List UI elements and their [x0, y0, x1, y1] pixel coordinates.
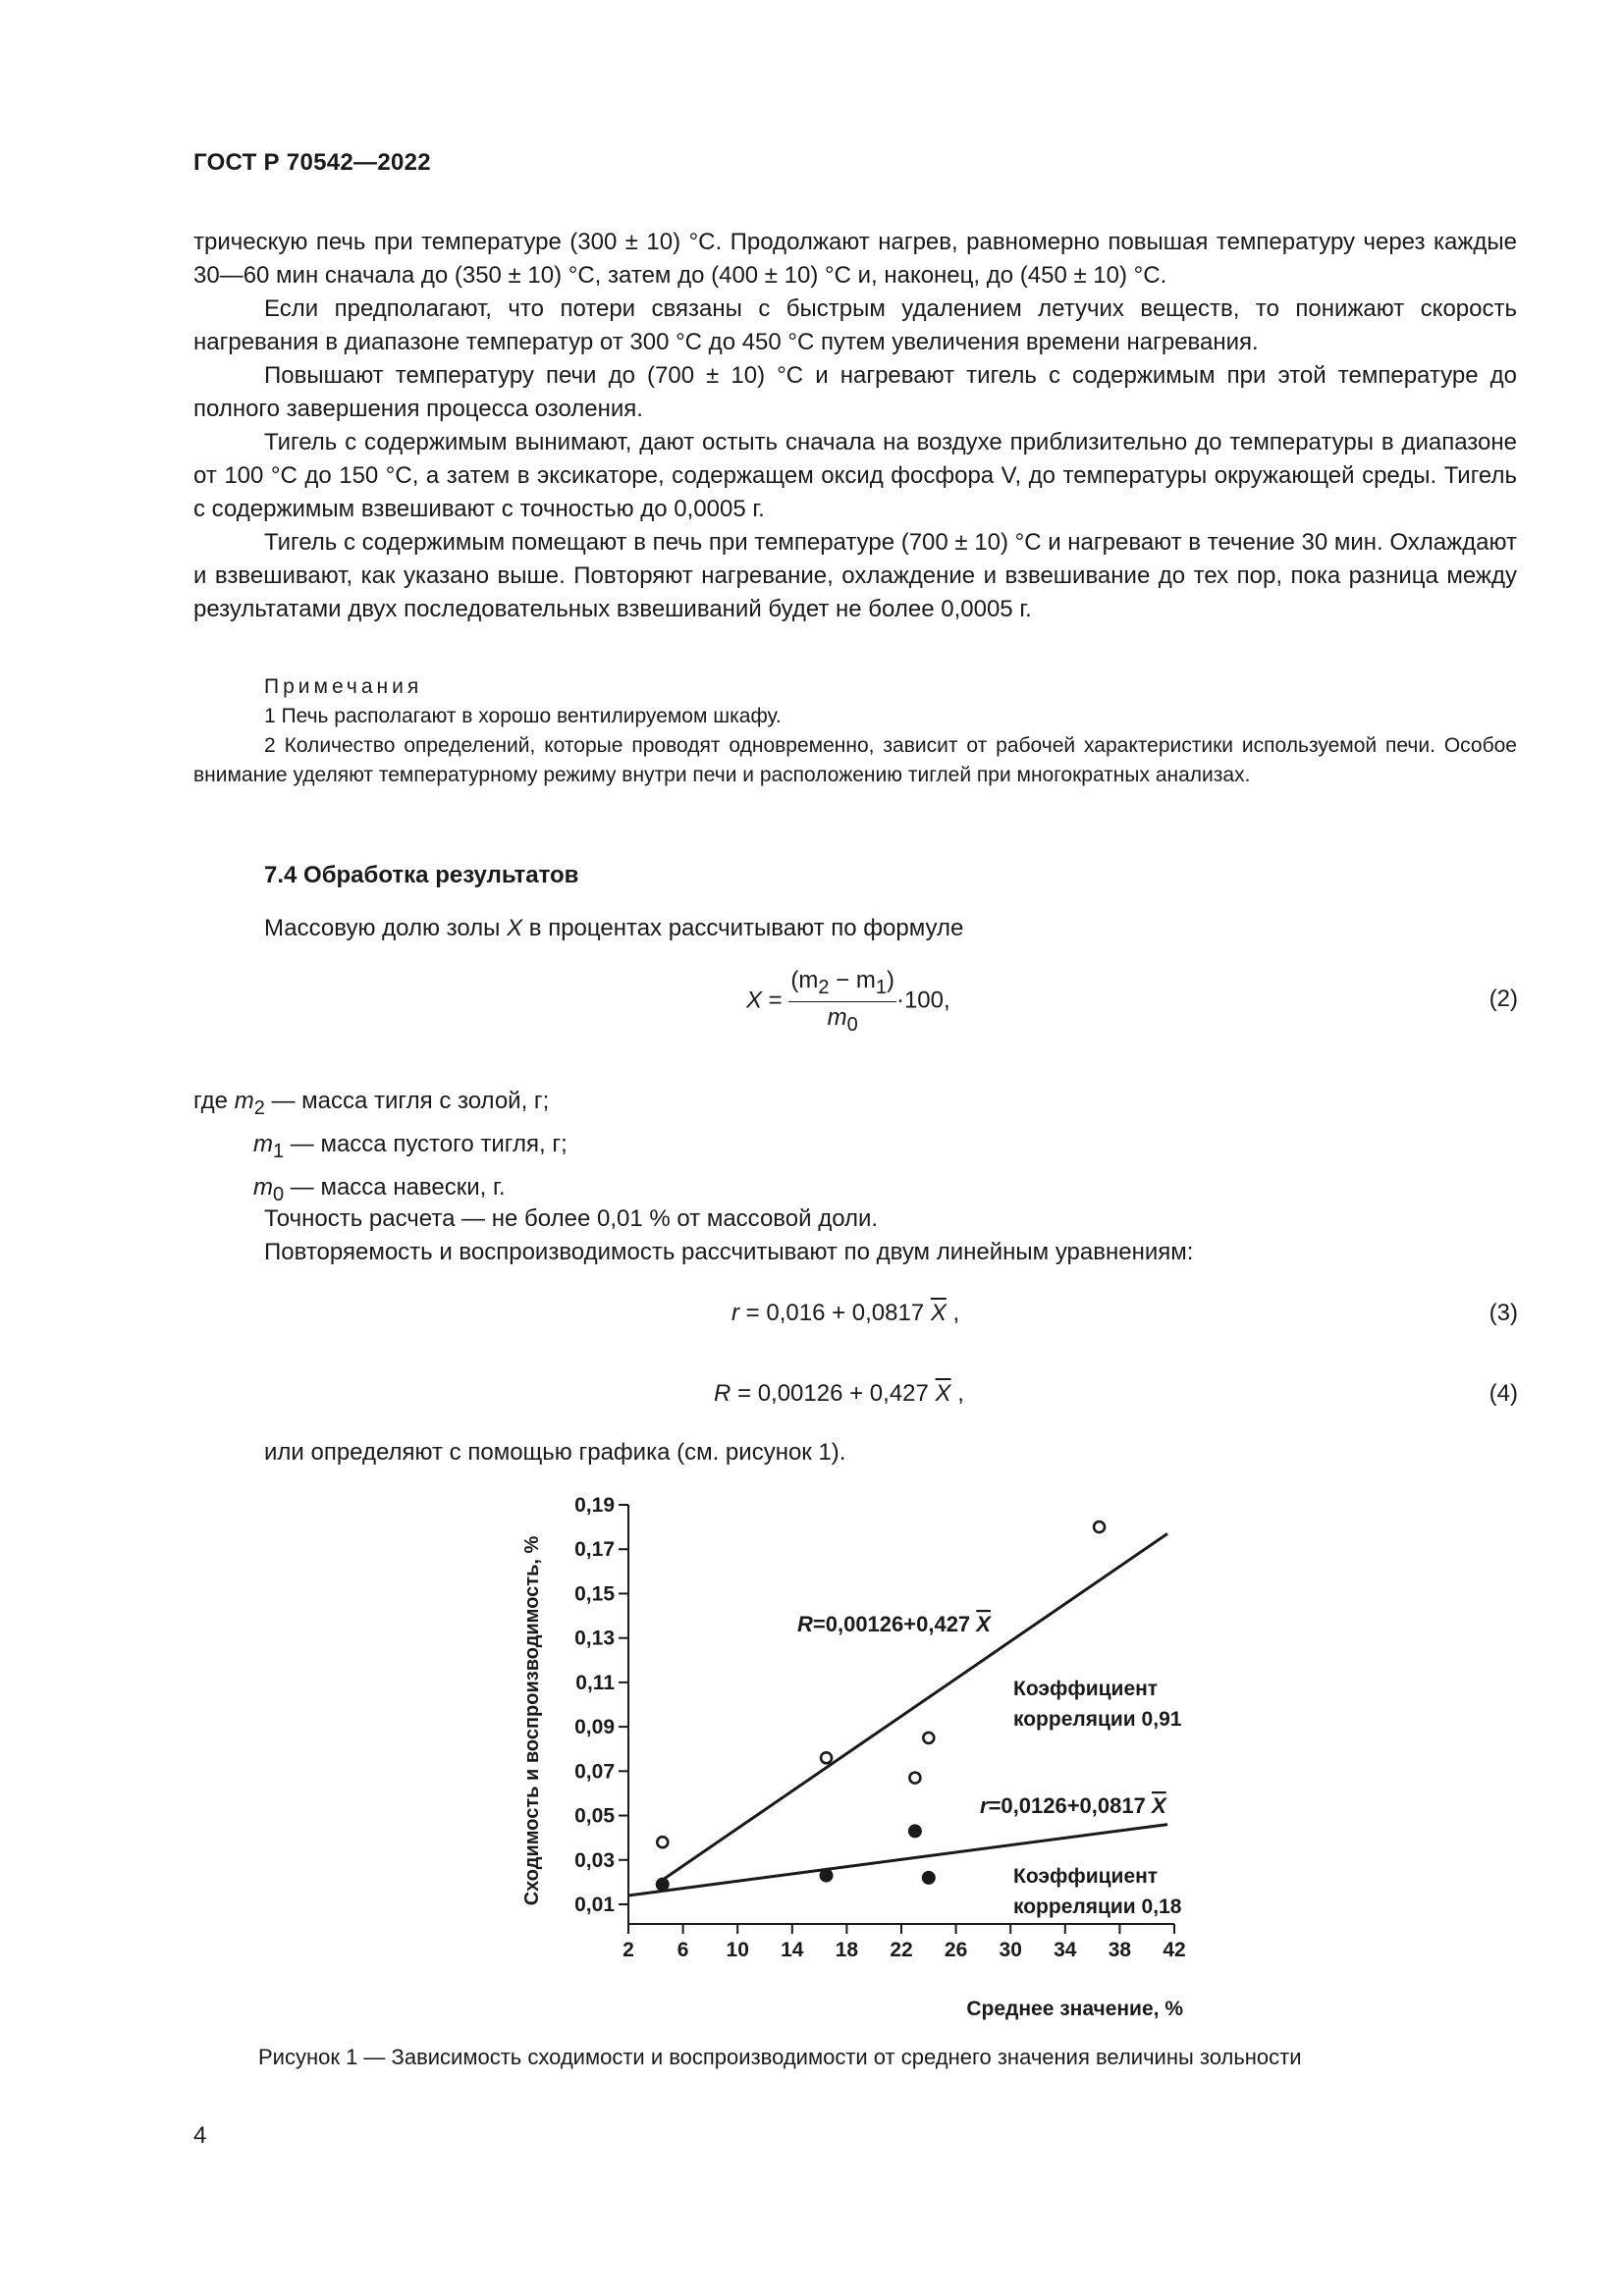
equation-number: (2)	[1489, 986, 1518, 1012]
x-tick-label: 2	[623, 1939, 634, 1961]
x-axis-label: Среднее значение, %	[966, 1998, 1183, 2020]
paragraph: Тигель с содержимым вынимают, дают остыть сначала на воздухе приблизительно до температуры в диапазоне от 100 °C до 150 °C, а затем в эксикаторе, содержащем оксид фосфора V, до температуры окружающей среды. Тигель с содержимым взвешивают с точностью до 0,0005 г.	[193, 429, 1517, 522]
x-tick-label: 26	[944, 1939, 968, 1961]
x-tick-label: 18	[835, 1939, 859, 1961]
y-tick-label: 0,09	[574, 1716, 615, 1739]
x-tick-label: 38	[1108, 1939, 1132, 1961]
y-axis-label: Сходимость и воспроизводимость, %	[521, 1535, 543, 1906]
point-filled-r	[820, 1869, 834, 1883]
body-text-block	[193, 226, 1517, 626]
equation-4: R = 0,00126 + 0,427 $\overline{X}$ ,	[714, 1380, 964, 1407]
point-open-R	[923, 1733, 934, 1743]
fraction: $\frac{(m_2 - m_1)}{m_0}$	[790, 967, 894, 1036]
y-tick-label: 0,19	[574, 1494, 615, 1517]
paragraph: Если предполагают, что потери связаны с быстрым удалением летучих веществ, то понижают скорость нагревания в диапазоне температур от 300 °C до 450 °C путем увеличения времени нагревания.	[193, 295, 1517, 355]
correlation-label-r-line2: корреляции 0,18	[1013, 1896, 1182, 1918]
y-tick-label: 0,01	[574, 1894, 615, 1916]
x-tick-label: 10	[726, 1939, 749, 1961]
data-points	[656, 1522, 1105, 1892]
equation-label-R: R=0,00126+0,427 X	[797, 1612, 991, 1636]
notes-title: Примечания	[264, 675, 423, 698]
section-heading: 7.4 Обработка результатов	[264, 862, 579, 888]
chart	[491, 1477, 1237, 2027]
where-item: $m_0$ — масса навески, г.	[253, 1174, 506, 1205]
y-tick-label: 0,17	[574, 1538, 615, 1562]
correlation-label-R-line2: корреляции 0,91	[1013, 1708, 1182, 1731]
equation-3: r = 0,016 + 0,0817 $\overline{X}$ ,	[731, 1300, 960, 1326]
note-item: 1 Печь располагают в хорошо вентилируемом шкафу.	[264, 705, 782, 727]
formula-intro: Массовую долю золы X в процентах рассчитывают по формуле	[264, 915, 964, 941]
note-item: 2 Количество определений, которые проводят одновременно, зависит от рабочей характеристики используемой печи. Особое внимание уделяют температурному режиму внутри печи и расположению тиглей при многократных анализах.	[193, 734, 1517, 786]
equation-2: X = $\frac{(m_2 - m_1)}{m_0}$ ·100,	[746, 967, 950, 1036]
page-number: 4	[193, 2122, 207, 2149]
point-open-R	[909, 1773, 920, 1784]
correlation-label-r-line1: Коэффициент	[1013, 1865, 1159, 1888]
x-tick-label: 42	[1163, 1939, 1186, 1961]
point-filled-r	[908, 1824, 922, 1838]
point-filled-r	[656, 1878, 670, 1892]
y-tick-label: 0,15	[574, 1582, 615, 1606]
point-open-R	[1094, 1522, 1105, 1532]
x-tick-label: 22	[890, 1939, 913, 1961]
document-header: ГОСТ Р 70542—2022	[193, 149, 431, 176]
where-item: где $m_2$ — масса тигля с золой, г;	[193, 1088, 550, 1119]
where-item: $m_1$ — масса пустого тигля, г;	[253, 1131, 568, 1162]
y-tick-label: 0,13	[574, 1627, 615, 1650]
correlation-label-R-line1: Коэффициент	[1013, 1678, 1159, 1700]
x-tick-label: 14	[781, 1939, 804, 1961]
precision-text: Точность расчета — не более 0,01 % от массовой доли.	[264, 1205, 879, 1232]
y-tick-label: 0,03	[574, 1848, 615, 1872]
paragraph: Тигель с содержимым помещают в печь при температуре (700 ± 10) °C и нагревают в течение 30 мин. Охлаждают и взвешивают, как указано выше. Повторяют нагревание, охлаждение и взвешивание до тех пор, пока разница между результатами двух последовательных взвешиваний будет не более 0,0005 г.	[193, 529, 1517, 622]
y-tick-label: 0,05	[574, 1804, 615, 1828]
figure-caption: Рисунок 1 — Зависимость сходимости и воспроизводимости от среднего значения величины зольности	[258, 2045, 1302, 2069]
equation-number: (3)	[1489, 1300, 1518, 1326]
point-filled-r	[922, 1871, 936, 1885]
repeatability-text: Повторяемость и воспроизводимость рассчитывают по двум линейным уравнениям:	[264, 1239, 1194, 1265]
x-tick-label: 30	[999, 1939, 1022, 1961]
paragraph: трическую печь при температуре (300 ± 10) °C. Продолжают нагрев, равномерно повышая температуру через каждые 30—60 мин сначала до (350 ± 10) °C, затем до (400 ± 10) °C и, наконец, до (450 ± 10) °C.	[193, 229, 1517, 289]
x-tick-label: 34	[1054, 1939, 1077, 1961]
paragraph: Повышают температуру печи до (700 ± 10) °C и нагревают тигель с содержимым при этой температуре до полного завершения процесса озоления.	[193, 362, 1517, 422]
graph-reference: или определяют с помощью графика (см. рисунок 1).	[264, 1439, 846, 1466]
chart-plot	[521, 1494, 1186, 2020]
y-tick-label: 0,11	[575, 1671, 615, 1694]
point-open-R	[821, 1752, 832, 1763]
x-tick-label: 6	[677, 1939, 689, 1961]
notes-block	[193, 672, 1517, 790]
y-tick-label: 0,07	[574, 1760, 615, 1784]
equation-number: (4)	[1489, 1380, 1518, 1407]
equation-label-r: r=0,0126+0,0817 X	[980, 1793, 1166, 1818]
point-open-R	[657, 1837, 668, 1847]
